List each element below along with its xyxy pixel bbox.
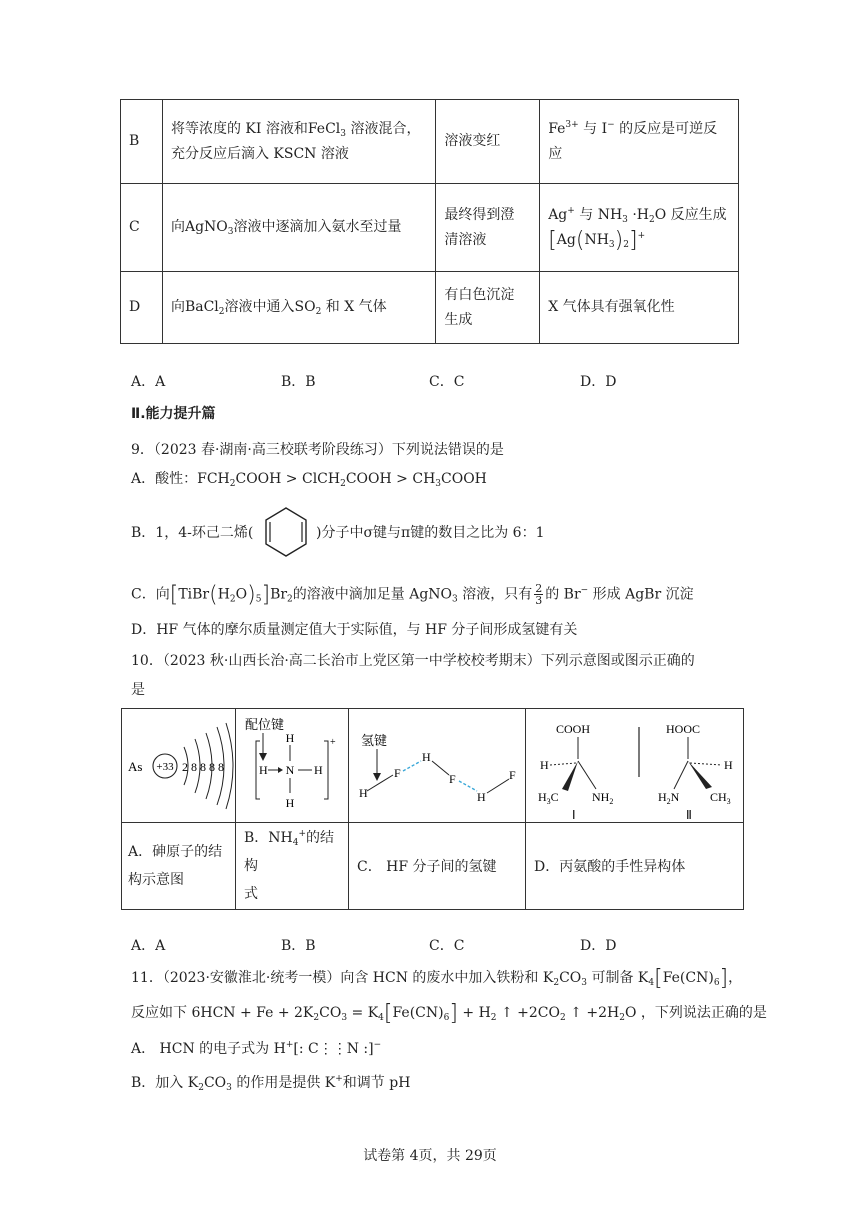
svg-text:COOH: COOH — [556, 722, 591, 736]
table-row — [122, 823, 744, 910]
ammonium-structure — [236, 709, 348, 822]
conclusion-cell: X 气体具有强氧化性 — [540, 272, 739, 344]
svg-text:H3C: $H_3C$ — [538, 790, 559, 806]
q11-option-a: A． HCN 的电子式为 H+[: C⋮⋮N :]− — [131, 1040, 382, 1057]
q9-option-b: B．1，4-环己二烯( — [131, 525, 254, 541]
electron-shells: 2 8 8 8 8 — [182, 760, 224, 774]
alanine-diagram-cell — [526, 709, 744, 823]
phenomenon-cell: 最终得到澄 清溶液 — [436, 184, 540, 272]
isomer-label-i: Ⅰ — [572, 808, 576, 822]
table-row — [121, 184, 739, 272]
section-title: Ⅱ.能力提升篇 — [131, 406, 216, 422]
phenomenon-cell: 溶液变红 — [436, 100, 540, 184]
phenomenon-cell: 有白色沉淀 生成 — [436, 272, 540, 344]
q11-stem: 11．（2023·安徽淮北·统考一模）向含 HCN 的废水中加入铁粉和 $K_2CO_3$ 可制备 $K_4[Fe(CN)_6]$， — [131, 966, 743, 991]
arsenic-diagram-cell — [122, 709, 236, 823]
svg-text:+: + — [330, 737, 336, 748]
option-b: B．B — [281, 938, 316, 954]
operation-cell: 将等浓度的 KI 溶液和FeCl$_3$ 溶液混合， 充分反应后滴入 KSCN 溶液 — [162, 100, 435, 184]
svg-text:H2N: $H_2N$ — [658, 790, 680, 806]
svg-text:H: H — [477, 790, 486, 804]
svg-text:CH3: $CH_3$ — [710, 790, 731, 806]
option-b: B．B — [281, 374, 316, 390]
diagram-table — [121, 708, 744, 910]
svg-text:H: H — [259, 763, 268, 777]
experiment-table — [120, 99, 739, 344]
option-a: A．A — [131, 938, 166, 954]
svg-text:H: H — [314, 763, 323, 777]
q9-option-c: C．向$[TiBr(H_2O)_5]Br_2$的溶液中滴加足量 AgNO$_3$ 溶液，只有 $\frac{2}{3}$ 的 Br− 形成 AgBr 沉淀 — [131, 582, 694, 608]
svg-text:F: F — [394, 766, 401, 780]
row-key: B — [121, 100, 163, 184]
option-d: D．D — [580, 938, 617, 954]
alanine-enantiomers — [526, 709, 743, 822]
ammonium-diagram-cell — [236, 709, 349, 823]
svg-text:F: F — [449, 772, 456, 786]
cyclohexadiene-structure — [256, 502, 316, 562]
operation-cell: 向AgNO$_3$溶液中逐滴加入氨水至过量 — [162, 184, 435, 272]
option-a: A．A — [131, 374, 166, 390]
svg-text:H: H — [724, 758, 733, 772]
q9-option-a: A．酸性：$FCH_2COOH$ > ClCH$_2$COOH > $CH_3COOH$ — [131, 471, 487, 489]
svg-text:H: H — [359, 786, 368, 800]
q11-option-b: B．加入 $K_2CO_3$ 的作用是提供 K+和调节 pH — [131, 1074, 411, 1093]
caption-a: A．砷原子的结 构示意图 — [122, 823, 236, 910]
row-key: C — [121, 184, 163, 272]
hydrogen-bond-diagram-cell — [349, 709, 526, 823]
option-c: C．C — [429, 374, 465, 390]
svg-text:H: H — [540, 758, 549, 772]
svg-text:HOOC: HOOC — [666, 722, 701, 736]
arsenic-atom-diagram — [122, 709, 235, 822]
conclusion-cell: $Fe^{3+}$ 与 I− 的反应是可逆反 应 — [540, 100, 739, 184]
hf-hydrogen-bond-diagram — [349, 709, 525, 822]
option-c: C．C — [429, 938, 465, 954]
svg-text:NH2: $NH_2$ — [592, 790, 614, 806]
q9-option-b-tail: )分子中σ键与π键的数目之比为 6：1 — [316, 525, 545, 541]
nitrogen-atom: N — [285, 763, 295, 777]
nucleus-charge: +33 — [156, 761, 174, 773]
row-key: D — [121, 272, 163, 344]
caption-b: B．$NH_4^+$的结构 式 — [236, 823, 349, 910]
q9-option-d: D．HF 气体的摩尔质量测定值大于实际值，与 HF 分子间形成氢键有关 — [131, 622, 578, 638]
answer-options — [131, 935, 731, 955]
svg-text:H: H — [422, 750, 431, 764]
page-footer: 试卷第 4页，共 29页 — [363, 1148, 497, 1164]
q10-stem-2: 是 — [131, 682, 145, 698]
arsenic-symbol: As — [128, 759, 143, 774]
conclusion-cell: Ag+ 与 $NH_3 \cdot H_2O$ 反应生成 $[Ag(NH_3)_2]^+$ — [540, 184, 739, 272]
svg-text:H: H — [285, 796, 295, 810]
caption-d: D．丙氨酸的手性异构体 — [526, 823, 744, 910]
coordinate-bond-label: 配位键 — [245, 718, 285, 733]
q10-stem: 10．（2023 秋·山西长治·高二长治市上党区第一中学校校考期末）下列示意图或图示正确的 — [131, 653, 695, 669]
table-row — [122, 709, 744, 823]
table-row — [121, 272, 739, 344]
svg-text:H: H — [285, 731, 295, 745]
operation-cell: 向BaCl$_2$溶液中通入$SO_2$ 和 X 气体 — [162, 272, 435, 344]
caption-c: C． HF 分子间的氢键 — [349, 823, 526, 910]
answer-options — [131, 371, 731, 391]
q9-stem: 9．（2023 春·湖南·高三校联考阶段练习）下列说法错误的是 — [131, 442, 504, 458]
q11-equation: 反应如下 $6HCN + Fe + 2K_2CO_3 = K_4[Fe(CN)_6] + H_2$ ↑ $+2CO_2$ ↑ $+2H_2O$ ，下列说法正确的是 — [131, 1001, 767, 1026]
svg-text:F: F — [509, 768, 516, 782]
option-d: D．D — [580, 374, 617, 390]
isomer-label-ii: Ⅱ — [686, 808, 692, 822]
table-row — [121, 100, 739, 184]
hydrogen-bond-label: 氢键 — [361, 734, 388, 749]
